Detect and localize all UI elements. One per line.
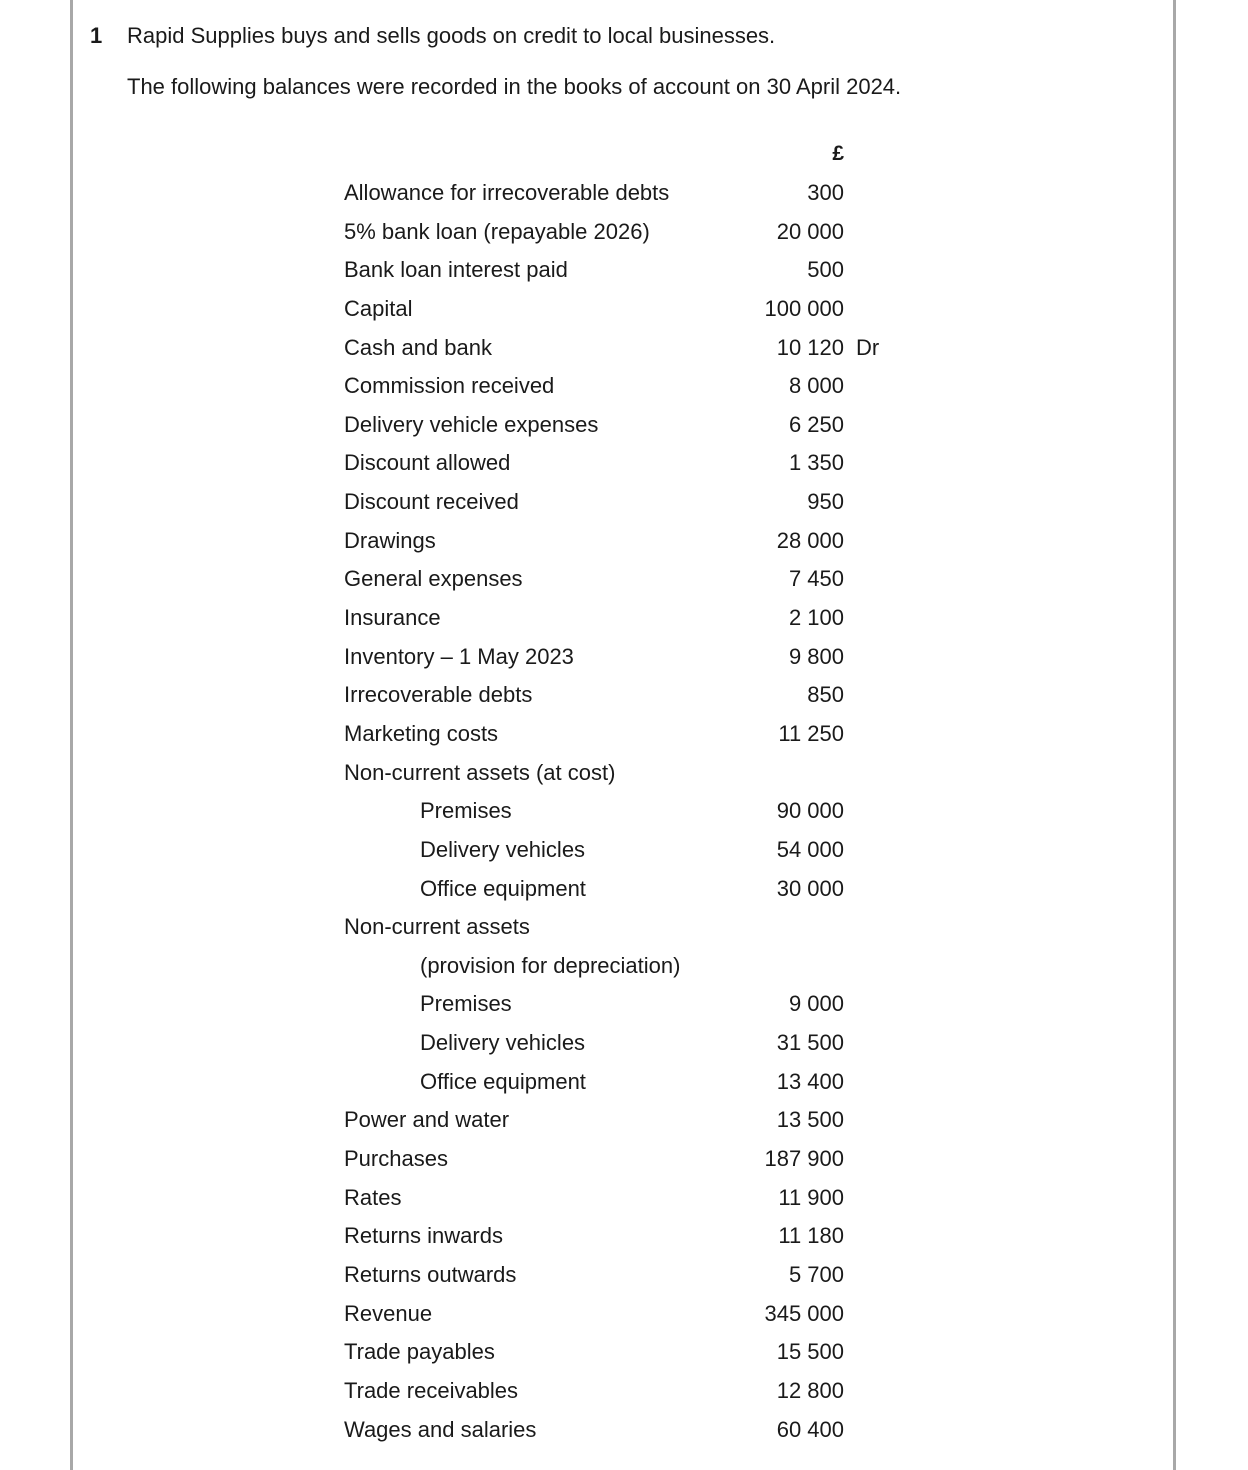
balance-label: Marketing costs <box>344 720 499 746</box>
balance-label: Rates <box>344 1184 402 1210</box>
balances-list <box>0 179 1248 1454</box>
balance-amount: 60 400 <box>776 1416 844 1442</box>
balance-amount: 11 250 <box>778 720 844 746</box>
balance-amount: 8 000 <box>788 373 844 399</box>
balance-amount: 5 700 <box>788 1261 844 1287</box>
balance-row <box>0 527 1248 566</box>
question-number: 1 <box>90 23 103 48</box>
balance-label: Revenue <box>344 1300 433 1326</box>
balance-label: Non-current assets (at cost) <box>344 759 616 785</box>
balance-row <box>0 565 1248 604</box>
balance-label: Returns inwards <box>344 1223 503 1249</box>
balance-amount: 950 <box>807 489 844 515</box>
balance-label: Returns outwards <box>344 1261 517 1287</box>
balance-label: Discount received <box>344 489 519 515</box>
balance-row <box>0 1377 1248 1416</box>
balance-label: Trade payables <box>344 1339 495 1365</box>
balance-row <box>0 643 1248 682</box>
question-instruction: The following balances were recorded in the books of account on 30 April 2024. <box>127 74 902 99</box>
balance-amount: 31 500 <box>776 1030 844 1056</box>
balance-row <box>0 1029 1248 1068</box>
balance-row <box>0 1261 1248 1300</box>
balance-row <box>0 372 1248 411</box>
balance-amount: 1 350 <box>788 450 844 476</box>
balance-amount: 500 <box>807 257 844 283</box>
balance-label: Trade receivables <box>344 1377 519 1403</box>
balance-amount: 9 800 <box>788 643 844 669</box>
balance-label: Drawings <box>344 527 436 553</box>
balance-row <box>0 990 1248 1029</box>
balance-label: Irrecoverable debts <box>344 682 533 708</box>
balance-amount: 30 000 <box>776 875 844 901</box>
balance-row <box>0 1300 1248 1339</box>
balance-row <box>0 218 1248 257</box>
balance-label: General expenses <box>344 566 523 592</box>
currency-header: £ <box>832 142 844 165</box>
balance-amount: 90 000 <box>776 798 844 824</box>
balance-row <box>0 759 1248 798</box>
balance-amount: 187 900 <box>764 1146 844 1172</box>
balance-row <box>0 797 1248 836</box>
balance-row <box>0 1184 1248 1223</box>
balance-amount: 6 250 <box>788 411 844 437</box>
balance-label: Office equipment <box>420 1068 586 1094</box>
balance-label: Bank loan interest paid <box>344 257 568 283</box>
balance-row <box>0 1416 1248 1455</box>
balance-label: Non-current assets <box>344 914 530 940</box>
balance-label: Premises <box>420 991 512 1017</box>
balance-row <box>0 1338 1248 1377</box>
balance-label: Capital <box>344 295 413 321</box>
balance-row <box>0 720 1248 759</box>
balance-amount: 20 000 <box>776 218 844 244</box>
balance-row <box>0 1222 1248 1261</box>
balance-label: Delivery vehicles <box>420 836 586 862</box>
balance-amount: 2 100 <box>788 605 844 631</box>
question-intro: Rapid Supplies buys and sells goods on credit to local businesses. <box>127 23 776 48</box>
balance-label: Wages and salaries <box>344 1416 537 1442</box>
balance-label: Cash and bank <box>344 334 492 360</box>
balance-label: 5% bank loan (repayable 2026) <box>344 218 650 244</box>
balance-amount: 11 900 <box>778 1184 844 1210</box>
balance-row <box>0 334 1248 373</box>
balance-amount: 13 500 <box>776 1107 844 1133</box>
balance-label: Inventory – 1 May 2023 <box>344 643 574 669</box>
balance-label: Delivery vehicles <box>420 1030 586 1056</box>
balance-row <box>0 449 1248 488</box>
balance-row <box>0 604 1248 643</box>
balance-amount: 11 180 <box>778 1223 844 1249</box>
balance-side: Dr <box>856 334 880 360</box>
balance-amount: 7 450 <box>788 566 844 592</box>
balance-amount: 100 000 <box>764 295 844 321</box>
balance-amount: 13 400 <box>776 1068 844 1094</box>
balance-amount: 300 <box>807 180 844 205</box>
balance-row <box>0 179 1248 218</box>
balance-amount: 850 <box>807 682 844 708</box>
balance-row <box>0 681 1248 720</box>
balance-amount: 9 000 <box>788 991 844 1017</box>
balance-label: Premises <box>420 798 512 824</box>
balance-amount: 54 000 <box>776 836 844 862</box>
balance-row <box>0 411 1248 450</box>
balance-row <box>0 256 1248 295</box>
balance-amount: 10 120 <box>776 334 844 360</box>
balance-amount: 15 500 <box>776 1339 844 1365</box>
balance-label: Power and water <box>344 1107 510 1133</box>
balance-row <box>0 295 1248 334</box>
balance-label: Commission received <box>344 373 555 399</box>
balance-label: Delivery vehicle expenses <box>344 411 599 437</box>
balance-amount: 12 800 <box>776 1377 844 1403</box>
balance-label: Allowance for irrecoverable debts <box>344 180 670 205</box>
balance-row <box>0 1106 1248 1145</box>
balance-amount: 345 000 <box>764 1300 844 1326</box>
balance-row <box>0 836 1248 875</box>
balance-row <box>0 875 1248 914</box>
balance-row <box>0 1145 1248 1184</box>
balance-label: Office equipment <box>420 875 586 901</box>
balance-label: Insurance <box>344 605 441 631</box>
balance-amount: 28 000 <box>776 527 844 553</box>
balance-label: Purchases <box>344 1146 448 1172</box>
balance-row <box>0 488 1248 527</box>
balance-row <box>0 1068 1248 1107</box>
balance-row <box>0 913 1248 952</box>
balance-label: (provision for depreciation) <box>420 952 681 978</box>
balance-label: Discount allowed <box>344 450 511 476</box>
balance-row <box>0 952 1248 991</box>
